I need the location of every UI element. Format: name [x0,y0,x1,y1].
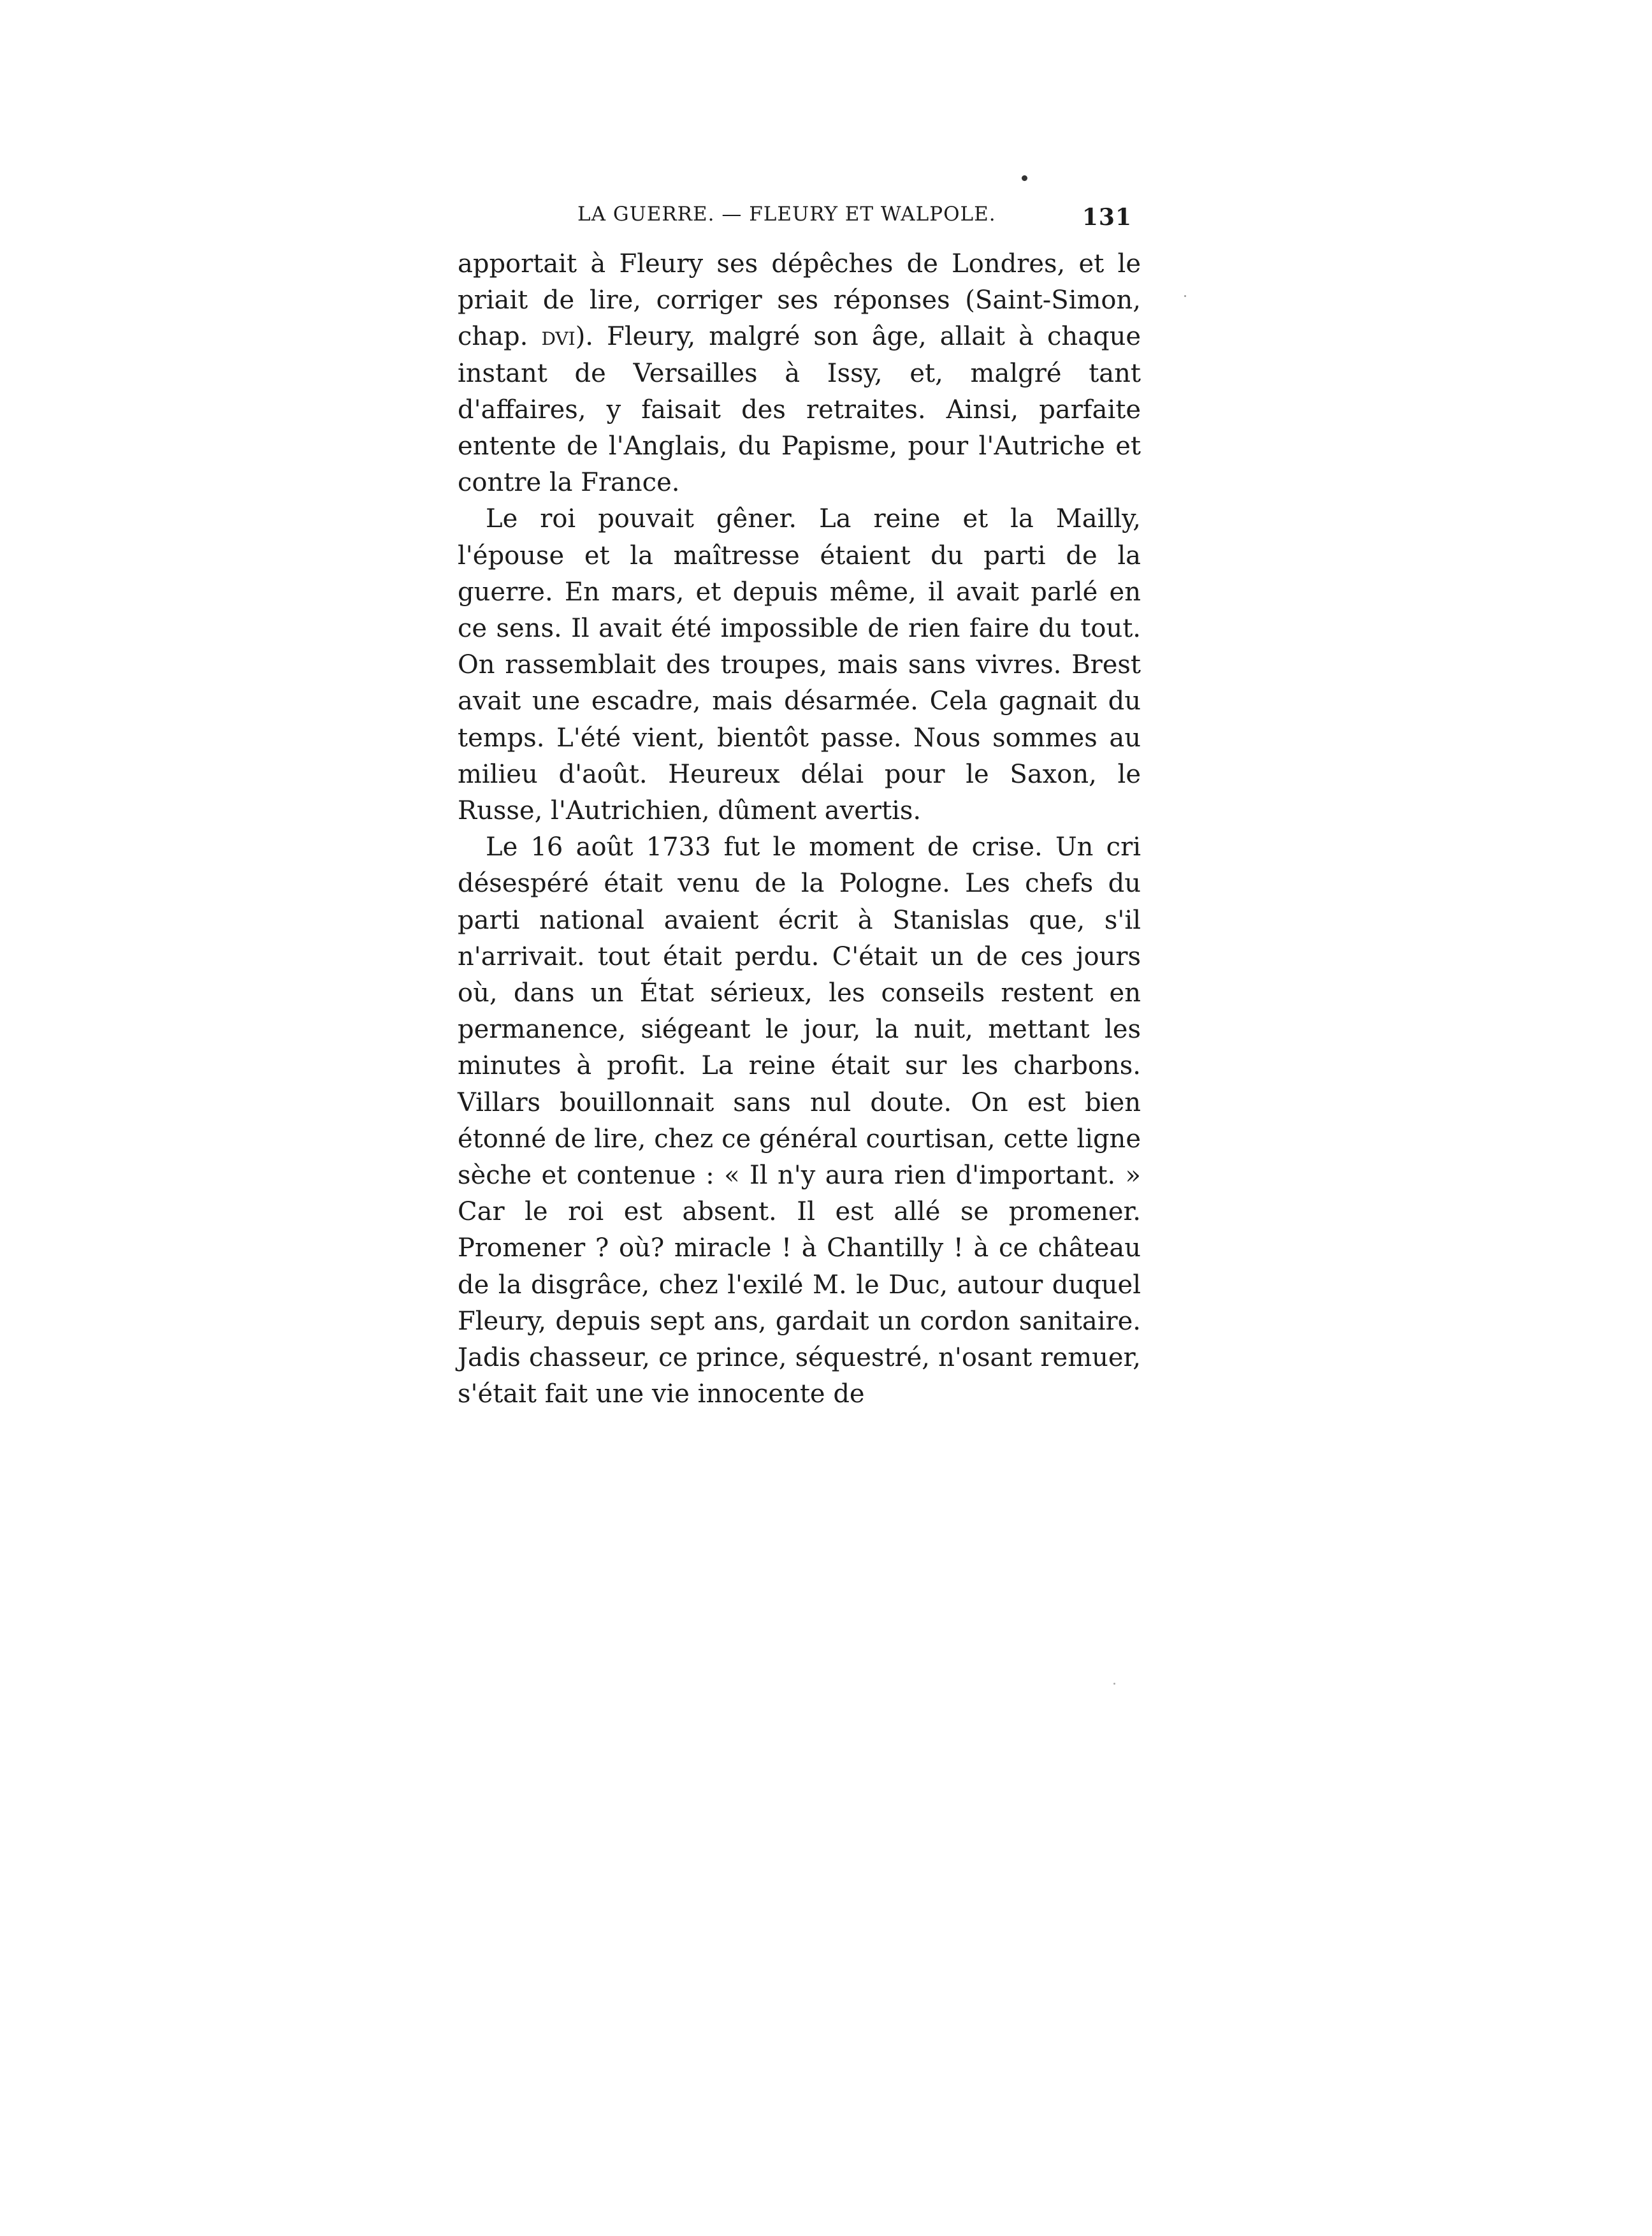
paragraph-1 [458,246,1141,501]
paragraph-3: Le 16 août 1733 fut le moment de crise. Un cri désespéré était venu de la Pologne. Les chefs du parti national avaient écrit à Stanislas que, s'il n'arrivait. tout était perdu. C'était un de ces jours où, dans un État sérieux, les conseils restent en permanence, siégeant le jour, la nuit, mettant les minutes à profit. La reine était sur les charbons. Villars bouillonnait sans nul doute. On est bien étonné de lire, chez ce général courtisan, cette ligne sèche et contenue : « Il n'y aura rien d'important. » Car le roi est absent. Il est allé se promener. Promener ? où? miracle ! à Chantilly ! à ce château de la disgrâce, chez l'exilé M. le Duc, autour duquel Fleury, depuis sept ans, gardait un cordon sanitaire. Jadis chasseur, ce prince, séquestré, n'osant remuer, s'était fait une vie innocente de [458,832,1141,1409]
paragraph-2: Le roi pouvait gêner. La reine et la Mailly, l'épouse et la maîtresse étaient du parti de la guerre. En mars, et depuis même, il avait parlé en ce sens. Il avait été impossible de rien faire du tout. On rassemblait des troupes, mais sans vivres. Brest avait une escadre, mais désarmée. Cela gagnait du temps. L'été vient, bientôt passe. Nous sommes au milieu d'août. Heureux délai pour le Saxon, le Russe, l'Autrichien, dûment avertis. [458,504,1141,826]
running-title: LA GUERRE. — FLEURY ET WALPOLE. [577,203,996,226]
paragraph-1-text-a: apportait à Fleury ses dépêches de Londres, et le priait de lire, corriger ses réponses (Saint-Simon, chap. [458,249,1141,352]
scan-speck [1113,1683,1115,1685]
chapter-reference: dvi [541,322,576,352]
running-header [458,203,1151,238]
scan-speck [1022,175,1027,181]
scan-speck [1184,295,1186,297]
paragraph-1-text-b: ). Fleury, malgré son âge, allait à chaque instant de Versailles à Issy, et, malgré tant d'affaires, y faisait des retraites. Ainsi, parfaite entente de l'Anglais, du Papisme, pour l'Autriche et contre la France. [458,322,1141,498]
body-text [458,246,1141,1413]
page-number: 131 [1082,204,1132,231]
